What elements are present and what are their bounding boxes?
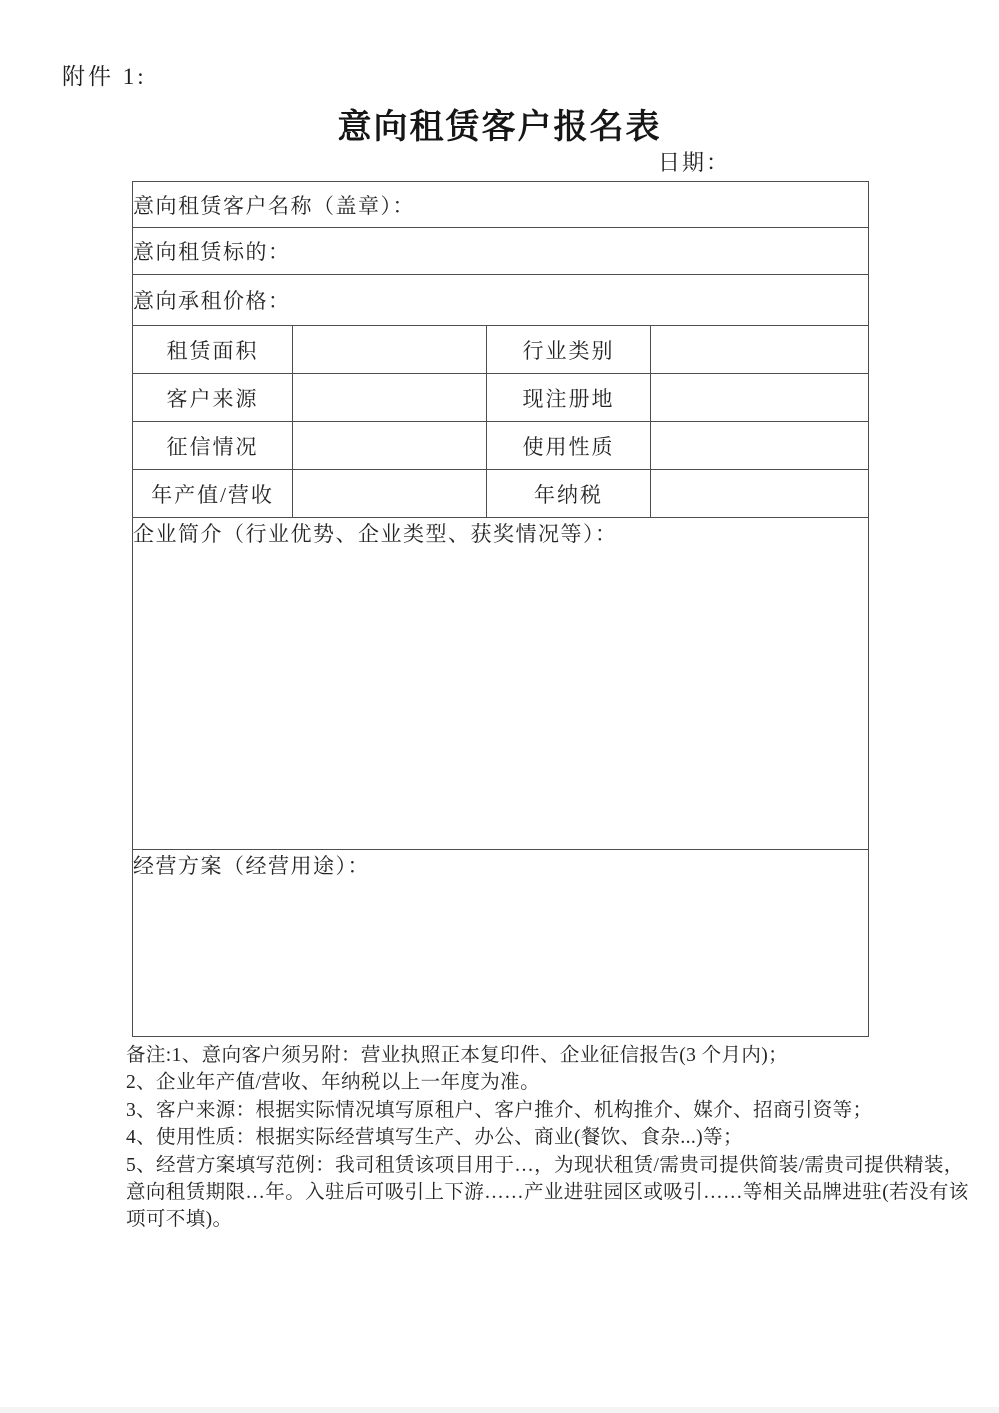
note-line-4: 4、使用性质：根据实际经营填写生产、办公、商业(餐饮、食杂...)等； [126, 1127, 743, 1149]
customer-source-label: 客户来源 [133, 374, 293, 422]
registered-location-value [651, 374, 869, 422]
annual-output-label: 年产值/营收 [133, 470, 293, 518]
application-form-table [132, 181, 869, 1037]
note-line-6: 意向租赁期限…年。入驻后可吸引上下游……产业进驻园区或吸引……等相关品牌进驻(若没有该 [126, 1182, 969, 1204]
customer-name-label: 意向租赁客户名称（盖章）： [133, 182, 869, 228]
annual-tax-value [651, 470, 869, 518]
company-profile-label: 企业简介（行业优势、企业类型、获奖情况等）： [133, 518, 869, 850]
row-output-tax [133, 470, 869, 518]
lease-area-value [293, 326, 487, 374]
annual-tax-label: 年纳税 [487, 470, 651, 518]
annual-output-value [293, 470, 487, 518]
row-customer-name [133, 182, 869, 228]
row-company-profile [133, 518, 869, 850]
business-plan-label: 经营方案（经营用途）： [133, 850, 869, 1037]
industry-category-value [651, 326, 869, 374]
lease-area-label: 租赁面积 [133, 326, 293, 374]
note-line-2: 2、企业年产值/营收、年纳税以上一年度为准。 [126, 1072, 540, 1094]
row-lease-target [133, 228, 869, 275]
credit-status-value [293, 422, 487, 470]
note-line-1: 备注:1、意向客户须另附：营业执照正本复印件、企业征信报告(3 个月内)； [126, 1045, 789, 1066]
credit-status-label: 征信情况 [133, 422, 293, 470]
page-title: 意向租赁客户报名表 [337, 109, 662, 146]
page-bottom-edge [0, 1407, 999, 1413]
usage-nature-value [651, 422, 869, 470]
attachment-label: 附件 1: [62, 64, 147, 89]
lease-target-label: 意向租赁标的： [133, 228, 869, 275]
note-line-3: 3、客户来源：根据实际情况填写原租户、客户推介、机构推介、媒介、招商引资等； [126, 1099, 873, 1121]
row-area-industry [133, 326, 869, 374]
row-business-plan [133, 850, 869, 1037]
customer-source-value [293, 374, 487, 422]
footnotes [126, 1042, 969, 1234]
row-rent-price [133, 275, 869, 326]
industry-category-label: 行业类别 [487, 326, 651, 374]
registered-location-label: 现注册地 [487, 374, 651, 422]
row-credit-usage [133, 422, 869, 470]
note-line-7: 项可不填)。 [126, 1209, 233, 1231]
row-source-registered [133, 374, 869, 422]
date-label: 日期： [658, 150, 731, 175]
rent-price-label: 意向承租价格： [133, 275, 869, 326]
usage-nature-label: 使用性质 [487, 422, 651, 470]
note-line-5: 5、经营方案填写范例：我司租赁该项目用于…，为现状租赁/需贵司提供简装/需贵司提供精装， [126, 1154, 964, 1176]
